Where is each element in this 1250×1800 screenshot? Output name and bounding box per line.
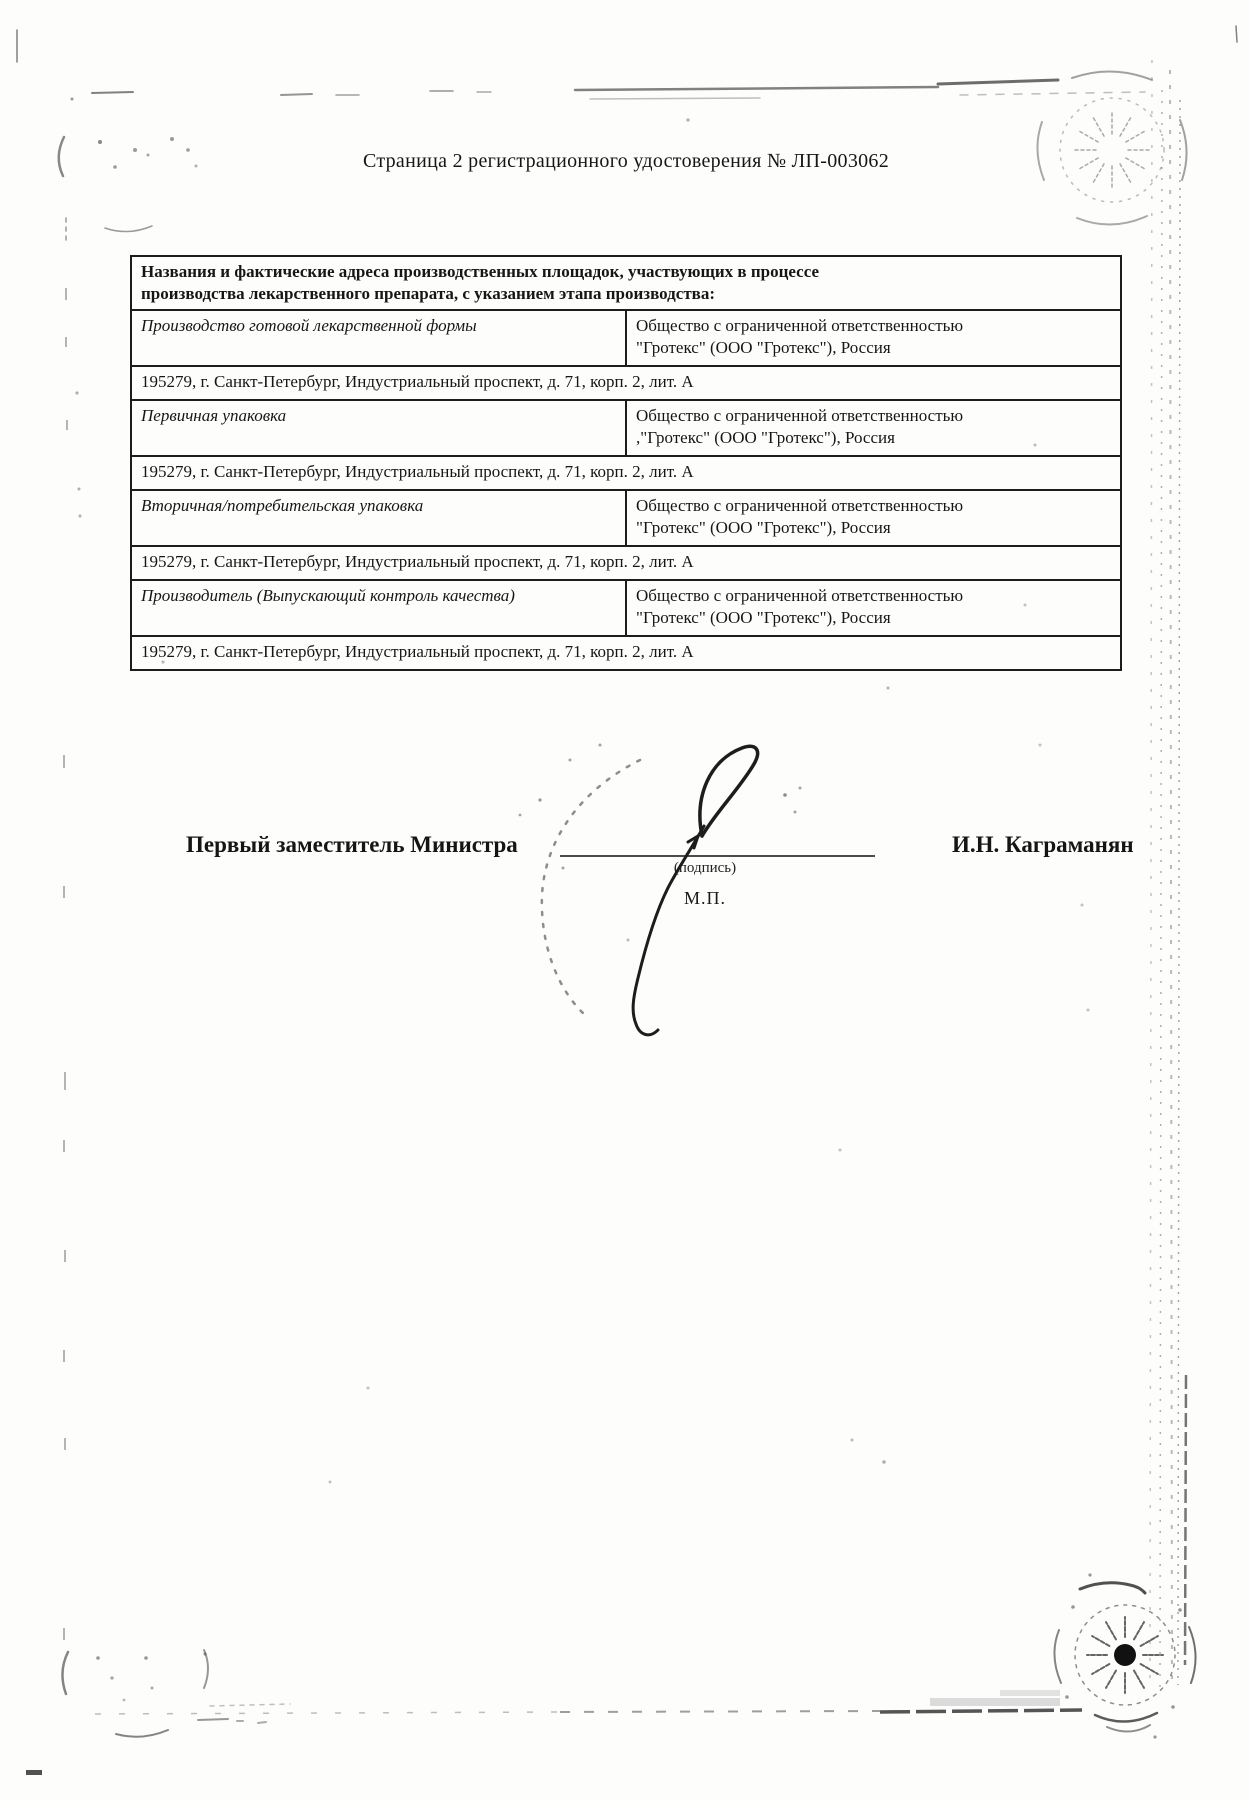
table-row xyxy=(131,366,1121,400)
manufacturer-name-line1: Общество с ограниченной ответственностью xyxy=(636,586,964,606)
table-row xyxy=(131,456,1121,490)
corner-marks-bottom-left xyxy=(62,1650,290,1737)
signature-caption: (подпись) xyxy=(673,860,737,876)
table-row xyxy=(131,580,1121,636)
signatory-role-label: Первый заместитель Министра xyxy=(186,832,518,857)
stamp-ghost-top-right xyxy=(1037,71,1186,224)
page-title: Страница 2 регистрационного удостоверения № ЛП-003062 xyxy=(362,150,890,172)
table-row xyxy=(131,490,1121,546)
production-stage-label: Вторичная/потребительская упаковка xyxy=(131,490,626,546)
site-address: 195279, г. Санкт-Петербург, Индустриальный проспект, д. 71, корп. 2, лит. А xyxy=(131,456,1121,490)
manufacturer-name-line1: Общество с ограниченной ответственностью xyxy=(636,496,964,516)
stamp-ghost-bottom-right xyxy=(1054,1573,1195,1738)
right-edge-noise xyxy=(1150,60,1186,1690)
manufacturer-name-line2: "Гротекс" (ООО "Гротекс"), Россия xyxy=(636,608,891,628)
speckles-bottom-left xyxy=(26,1652,207,1775)
signature-tail xyxy=(633,826,704,1035)
left-margin-marks xyxy=(64,288,67,1640)
manufacturer-name-line2: "Гротекс" (ООО "Гротекс"), Россия xyxy=(636,338,891,358)
table-row xyxy=(131,546,1121,580)
site-address: 195279, г. Санкт-Петербург, Индустриальный проспект, д. 71, корп. 2, лит. А xyxy=(131,366,1121,400)
production-stage-label: Производство готовой лекарственной формы xyxy=(131,310,626,366)
manufacturer-name-line2: "Гротекс" (ООО "Гротекс"), Россия xyxy=(636,518,891,538)
manufacturer-cell xyxy=(626,400,1121,456)
table-header-row xyxy=(131,256,1121,310)
manufacturer-cell xyxy=(626,580,1121,636)
site-address: 195279, г. Санкт-Петербург, Индустриальный проспект, д. 71, корп. 2, лит. А xyxy=(131,636,1121,670)
signature-loop xyxy=(700,746,758,836)
manufacturer-name-line2: ,"Гротекс" (ООО "Гротекс"), Россия xyxy=(636,428,895,448)
manufacturer-name-line1: Общество с ограниченной ответственностью xyxy=(636,406,964,426)
table-row xyxy=(131,400,1121,456)
manufacturer-cell xyxy=(626,310,1121,366)
table-header xyxy=(131,256,1121,310)
signatory-name: И.Н. Каграманян xyxy=(952,832,1134,857)
production-stage-label: Первичная упаковка xyxy=(131,400,626,456)
table-header-line1: Названия и фактические адреса производственных площадок, участвующих в процессе xyxy=(141,262,820,281)
table-row xyxy=(131,636,1121,670)
production-sites-table xyxy=(130,255,1122,671)
signature-speckles xyxy=(519,744,802,870)
stamp-ghost-arc xyxy=(542,760,640,1015)
production-stage-label: Производитель (Выпускающий контроль качества) xyxy=(131,580,626,636)
seal-placeholder: М.П. xyxy=(683,888,726,908)
bottom-scan-line xyxy=(95,1690,1082,1714)
manufacturer-cell xyxy=(626,490,1121,546)
table-header-line2: производства лекарственного препарата, с указанием этапа производства: xyxy=(141,284,716,304)
manufacturer-name-line1: Общество с ограниченной ответственностью xyxy=(636,316,964,336)
signature-line xyxy=(560,855,875,857)
table-row xyxy=(131,310,1121,366)
site-address: 195279, г. Санкт-Петербург, Индустриальный проспект, д. 71, корп. 2, лит. А xyxy=(131,546,1121,580)
